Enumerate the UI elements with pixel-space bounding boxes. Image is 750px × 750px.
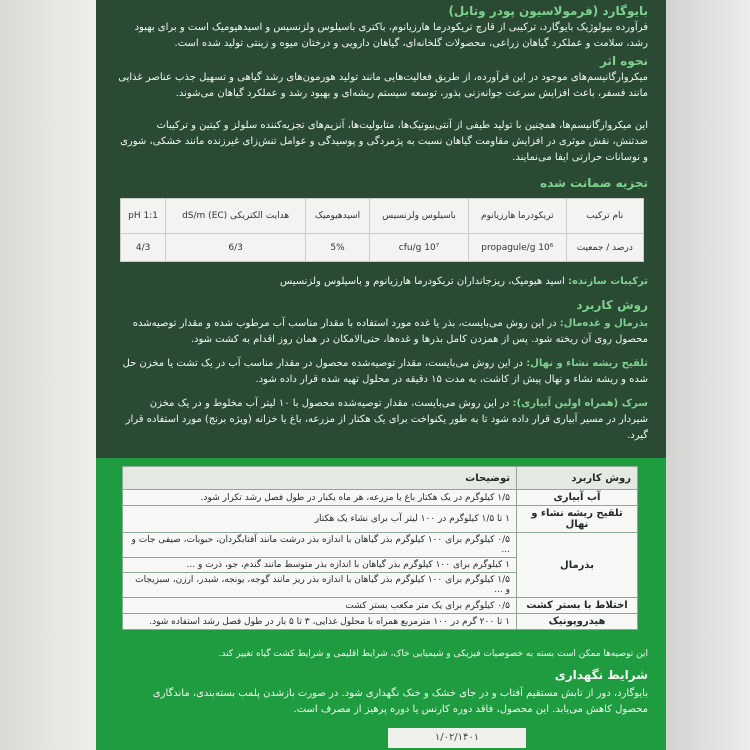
- usage-method: بذرمال: [517, 533, 638, 598]
- method-item: [118, 396, 648, 444]
- analysis-header: باسیلوس ولزنسیس: [370, 199, 469, 234]
- usage-desc: ۰/۵ کیلوگرم برای یک متر مکعب بستر کشت: [123, 598, 517, 614]
- usage-desc: ۱ تا ۲۰۰ گرم در ۱۰۰ مترمربع همراه با محلول غذایی، ۳ تا ۵ بار در طول فصل رشد استفاده شود.: [123, 614, 517, 630]
- usage-header: روش کاربرد: [517, 467, 638, 490]
- method-item-label: بذرمال و غده‌مال:: [559, 318, 648, 329]
- mechanism-text-2: این میکروارگانیسم‌ها، همچنین با تولید طیفی از آنتی‌بیوتیک‌ها، متابولیت‌ها، آنزیم‌های تجزیه‌کننده سلولز و کیتین و ترکیبات ضدتنش، نقش موثری در افزایش مقاومت گیاهان نسبت به پژمردگی و پوسیدگی و عوامل تنش‌زای غیرزنده مانند خشکی، شوری و نوسانات حرارتی ایفا می‌نمایند.: [120, 120, 648, 163]
- usage-desc: ۱ تا ۱/۵ کیلوگرم در ۱۰۰ لیتر آب برای نشاء یک هکتار: [123, 506, 517, 533]
- batch-code-sticker: ۱/۰۲/۱۴۰۱: [388, 728, 526, 748]
- usage-desc: ۱/۵ کیلوگرم برای ۱۰۰ کیلوگرم بذر گیاهان با اندازه بذر ریز مانند گوجه، یونجه، شبدر، ارزن، سبزیجات و ...: [123, 573, 517, 598]
- method-item: [118, 316, 648, 348]
- intro-title: بایوگارد (فرمولاسیون پودر وتابل): [448, 4, 648, 18]
- usage-method: آب آبیاری: [517, 490, 638, 506]
- usage-desc: ۰/۵ کیلوگرم برای ۱۰۰ کیلوگرم بذر گیاهان با اندازه بذر درشت مانند آفتابگردان، حبوبات، صیفی جات و ...: [123, 533, 517, 558]
- usage-row: [123, 506, 638, 533]
- method-title: روش کاربرد: [576, 298, 648, 312]
- analysis-header: pH 1:1: [121, 199, 166, 234]
- usage-row: [123, 614, 638, 630]
- usage-note: این توصیه‌ها ممکن است بسته به خصوصیات فیزیکی و شیمیایی خاک، شرایط اقلیمی و شرایط کشت گیاه تغییر کند.: [218, 649, 648, 659]
- method-item-text: در این روش می‌بایست، مقدار توصیه‌شده محصول با ۱۰ لیتر آب مخلوط و در یک مخزن شیردار در مسیر آبیاری قرار داده شود تا به طور یکنواخت برای یک هکتار از مزرعه، باغ یا خزانه (ویژه برنج) مورد استفاده قرار گیرد.: [125, 398, 648, 441]
- analysis-header: هدایت الکتریکی (EC) dS/m: [166, 199, 306, 234]
- carton-right-edge: [666, 0, 750, 750]
- usage-row: [123, 598, 638, 614]
- usage-header-row: [123, 467, 638, 490]
- analysis-value: 6/3: [166, 234, 306, 262]
- analysis-value-row: [121, 234, 644, 262]
- storage-title: شرایط نگهداری: [554, 668, 648, 682]
- usage-row: [123, 533, 638, 558]
- method-item-text: در این روش می‌بایست، مقدار توصیه‌شده محصول در مقدار مناسب آب در یک تشت یا مخزن حل شده و ریشه نشاء و نهال پیش از کاشت، به مدت ۱۵ دقیقه در محلول تهیه شده قرار داده شود.: [122, 358, 648, 385]
- analysis-table: [120, 198, 644, 262]
- analysis-value: 10⁶ propagule/g: [469, 234, 567, 262]
- analysis-header: نام ترکیب: [566, 199, 643, 234]
- usage-panel: [96, 458, 666, 750]
- method-item-text: در این روش می‌بایست، بذر یا غده مورد استفاده با مقدار مناسب آب مرطوب شده و مقدار توصیه‌شده محصول روی آن ریخته شود. پس از همزدن کامل بذرها و غده‌ها، حتی‌الامکان در همان روز اقدام به کشت شود.: [132, 318, 648, 345]
- analysis-header-row: [121, 199, 644, 234]
- product-label-panel: [96, 0, 666, 750]
- carton-left-edge: [0, 0, 96, 750]
- analysis-value: 10⁷ cfu/g: [370, 234, 469, 262]
- analysis-row-label: درصد / جمعیت: [566, 234, 643, 262]
- storage-text: بایوگارد، دور از تابش مستقیم آفتاب و در جای خشک و خنک نگهداری شود. در صورت بازشدن پلمب بسته‌بندی، ماندگاری محصول کاهش می‌یابد. این محصول، فاقد دوره کارنس یا دوره پرهیز از مصرف است.: [152, 688, 648, 715]
- usage-row: [123, 490, 638, 506]
- mechanism-text-1: میکروارگانیسم‌های موجود در این فرآورده، از طریق فعالیت‌هایی مانند تولید هورمون‌های رشد گیاهی و تسهیل جذب عناصر غذایی مانند فسفر، باعث افزایش سرعت جوانه‌زنی بذور، توسعه سیستم ریشه‌ای و بهبود رشد و عملکرد گیاهان می‌شوند.: [118, 72, 648, 99]
- usage-desc: ۱ کیلوگرم برای ۱۰۰ کیلوگرم بذر گیاهان با اندازه بذر متوسط مانند گندم، جو، ذرت و ...: [123, 558, 517, 573]
- method-item-label: سرک (همراه اولین آبیاری):: [512, 398, 648, 409]
- intro-text: فرآورده بیولوژیک بایوگارد، ترکیبی از قارچ تریکودرما هارزیانوم، باکتری باسیلوس ولزنسیس و اسیدهیومیک است و برای بهبود رشد، سلامت و عملکرد گیاهان زراعی، محصولات گلخانه‌ای، گیاهان دارویی و درختان میوه و زینتی تولید شده است.: [134, 22, 648, 49]
- mechanism-title: نحوه اثر: [599, 54, 648, 68]
- usage-table: [122, 466, 638, 630]
- analysis-title: تجزیه ضمانت شده: [540, 176, 648, 190]
- method-item-label: تلقیح ریشه نشاء و نهال:: [526, 358, 648, 369]
- composition-text: اسید هیومیک، ریزجانداران تریکودرما هارزیانوم و باسیلوس ولزنسیس: [279, 276, 565, 287]
- usage-method: تلقیح ریشه نشاء و نهال: [517, 506, 638, 533]
- composition: [118, 274, 648, 290]
- analysis-value: 5%: [306, 234, 370, 262]
- analysis-header: تریکودرما هارزیانوم: [469, 199, 567, 234]
- analysis-value: 4/3: [121, 234, 166, 262]
- composition-label: ترکیبات سازنده:: [567, 276, 648, 287]
- usage-method: اختلاط با بستر کشت: [517, 598, 638, 614]
- usage-method: هیدروپونیک: [517, 614, 638, 630]
- method-item: [118, 356, 648, 388]
- usage-header: توضیحات: [123, 467, 517, 490]
- usage-desc: ۱/۵ کیلوگرم در یک هکتار باغ یا مزرعه، هر ماه یکبار در طول فصل رشد تکرار شود.: [123, 490, 517, 506]
- analysis-header: اسیدهیومیک: [306, 199, 370, 234]
